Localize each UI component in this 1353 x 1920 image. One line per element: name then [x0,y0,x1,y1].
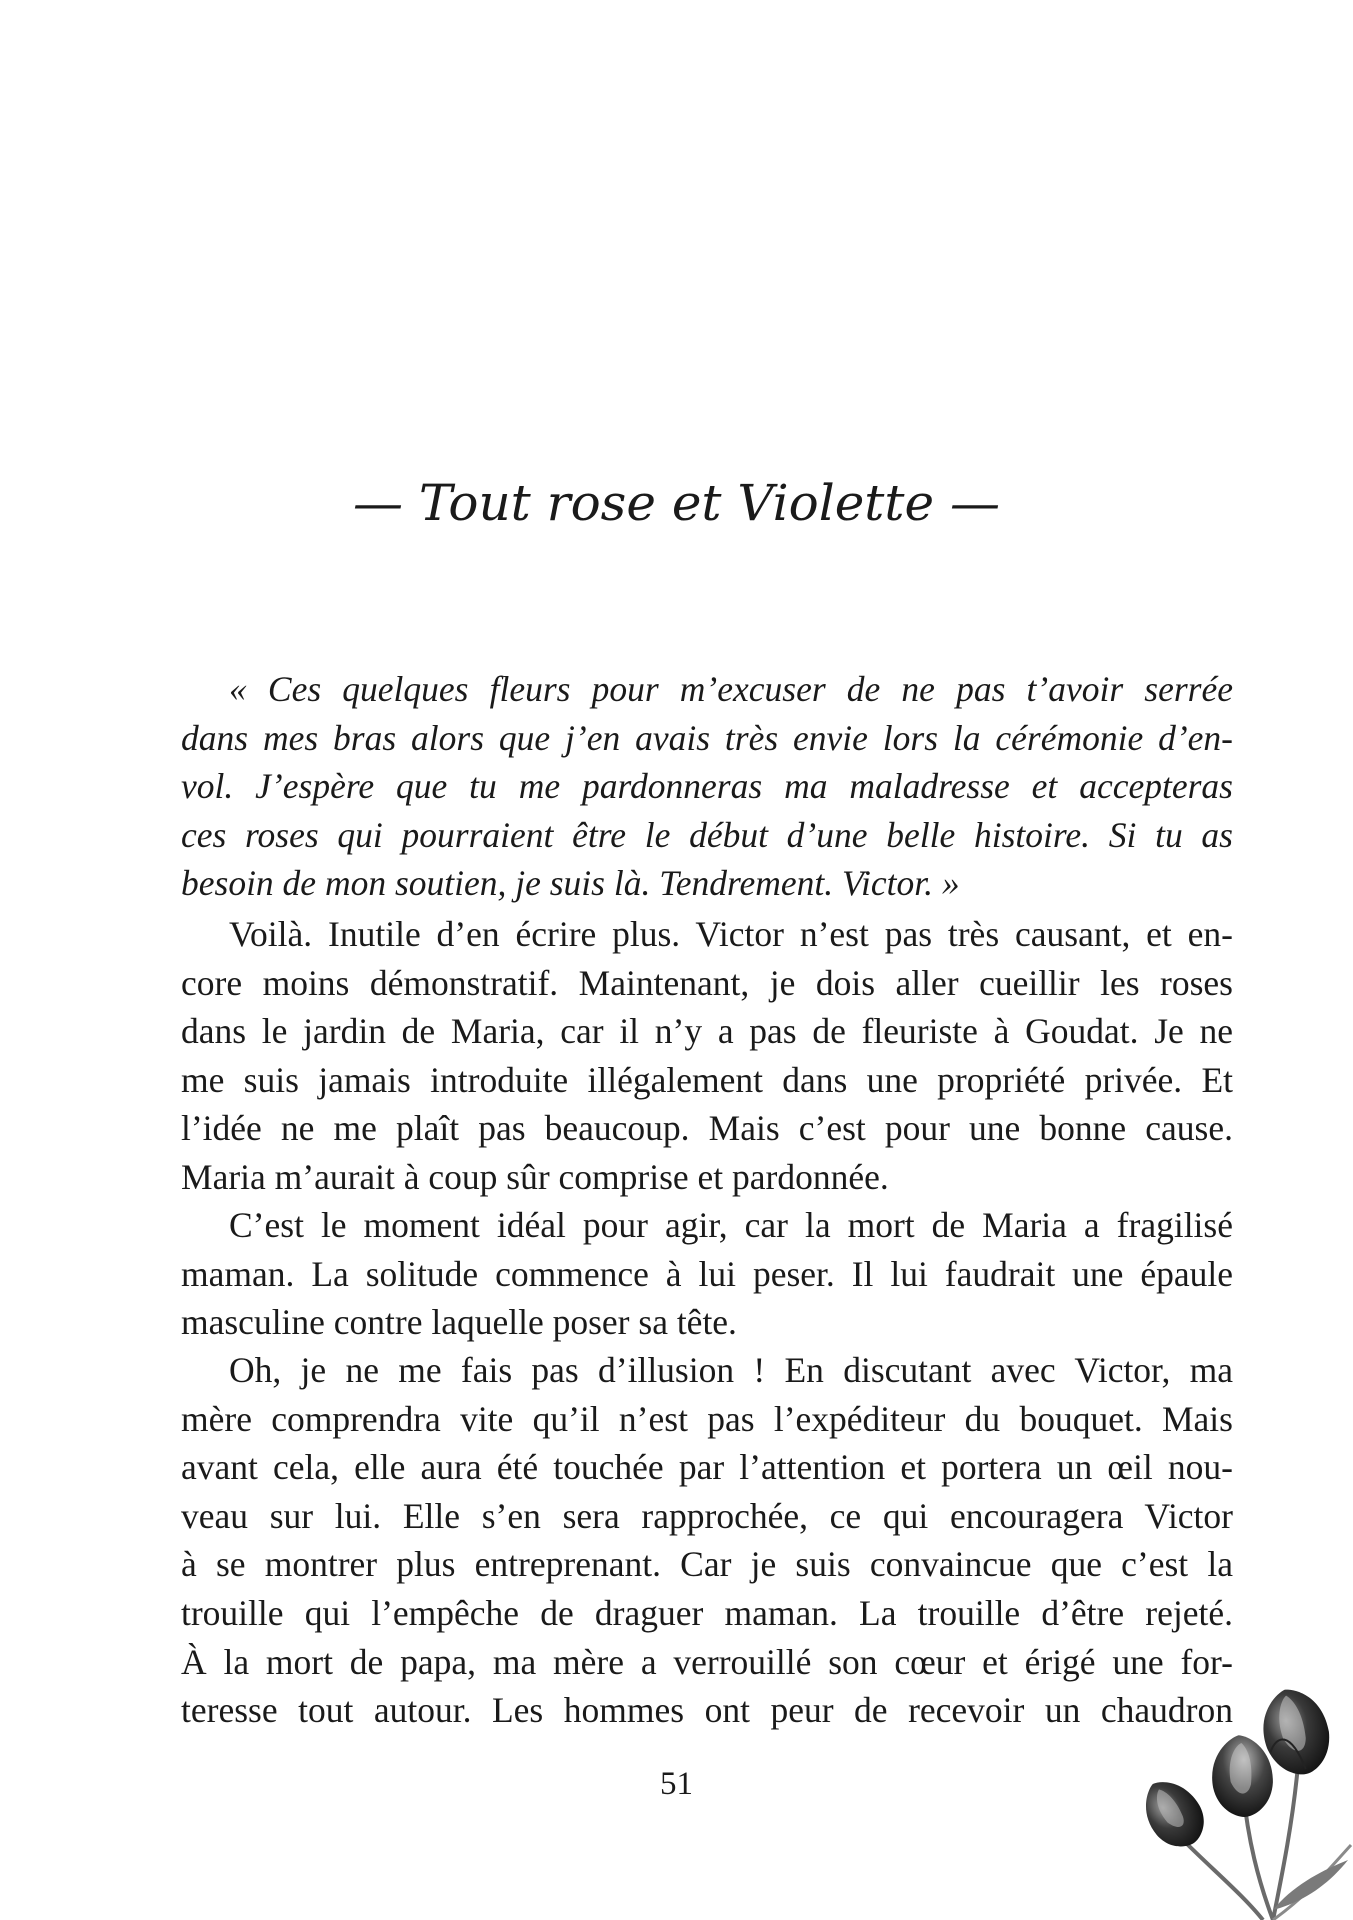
text-line: Maria m’aurait à coup sûr comprise et pardonnée. [181,1156,889,1197]
chapter-title: — Tout rose et Violette — [353,474,1000,532]
text-line: besoin de mon soutien, je suis là. Tendrement. Victor. » [181,863,960,904]
text-line: ces roses qui pourraient être le début d’une belle histoire. Si tu as [181,814,1233,855]
text-line: À la mort de papa, ma mère a verrouillé son cœur et érigé une for- [181,1641,1233,1682]
text-line: « Ces quelques fleurs pour m’excuser de ne pas t’avoir serrée [229,669,1233,709]
page-number: 51 [660,1766,693,1802]
text-line: me suis jamais introduite illégalement dans une propriété privée. Et [181,1059,1233,1100]
text-line: teresse tout autour. Les hommes ont peur de recevoir un chaudron [181,1690,1233,1731]
text-line: veau sur lui. Elle s’en sera rapprochée, ce qui encouragera Victor [181,1495,1233,1536]
text-line: dans mes bras alors que j’en avais très envie lors la cérémonie d’en- [181,717,1233,758]
tulip-flowers-icon [1123,1670,1353,1920]
text-line: C’est le moment idéal pour agir, car la mort de Maria a fragilisé [229,1205,1233,1245]
text-line: Voilà. Inutile d’en écrire plus. Victor n’est pas très causant, et en- [229,914,1233,954]
body-paragraph [181,1201,1233,1347]
text-line: l’idée ne me plaît pas beaucoup. Mais c’est pour une bonne cause. [181,1108,1233,1149]
text-line: dans le jardin de Maria, car il n’y a pas de fleuriste à Goudat. Je ne [181,1011,1233,1052]
body-paragraph [181,910,1233,1202]
text-line: trouille qui l’empêche de draguer maman. La trouille d’être rejeté. [181,1592,1233,1633]
text-line: vol. J’espère que tu me pardonneras ma maladresse et accepteras [181,766,1233,807]
text-line: avant cela, elle aura été touchée par l’attention et portera un œil nou- [181,1447,1233,1488]
text-line: maman. La solitude commence à lui peser. Il lui faudrait une épaule [181,1253,1233,1294]
text-line: masculine contre laquelle poser sa tête. [181,1302,737,1343]
text-line: à se montrer plus entreprenant. Car je suis convaincue que c’est la [181,1544,1233,1585]
body-paragraph [181,1346,1233,1735]
quoted-letter-paragraph [181,665,1233,908]
text-line: core moins démonstratif. Maintenant, je dois aller cueillir les roses [181,962,1233,1003]
text-line: Oh, je ne me fais pas d’illusion ! En discutant avec Victor, ma [229,1350,1233,1390]
text-line: mère comprendra vite qu’il n’est pas l’expéditeur du bouquet. Mais [181,1398,1233,1439]
